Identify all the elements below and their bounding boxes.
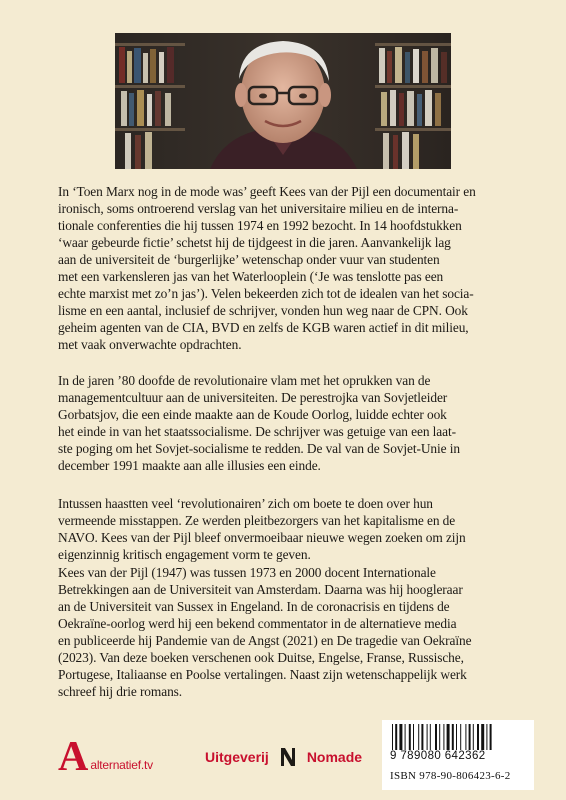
text-line: schreef hij drie romans.: [58, 684, 183, 699]
blurb-paragraph-1: [58, 183, 508, 353]
text-line: met een varkensleren jas van het Waterlooplein (‘Je was tenslotte pas een: [58, 269, 444, 284]
text-line: Oekraïne-oorlog werd hij een bekend commentator in de alternatieve media: [58, 616, 457, 631]
author-photo: [115, 33, 451, 169]
publisher-logo: [205, 746, 362, 768]
isbn-number: ISBN 978-90-806423-6-2: [390, 770, 511, 782]
nomade-n-icon: [279, 746, 297, 768]
text-line: het einde in van het staatssocialisme. De schrijver was getuige van een laat-: [58, 424, 456, 439]
alternatief-a-mark: A: [58, 734, 89, 780]
text-line: aan de universiteit de ‘burgerlijke’ wetenschap onder vuur van studenten: [58, 252, 440, 267]
text-line: echte marxist met zo’n jas’). Velen bekeerden zich tot de idealen van het socia-: [58, 286, 474, 301]
text-line: ironisch, soms ontroerend verslag van het universitaire milieu en de interna-: [58, 201, 459, 216]
text-line: Portugese, Italiaanse en Poolse vertalingen. Naast zijn wetenschappelijk werk: [58, 667, 467, 682]
text-line: managementcultuur aan de universiteiten. De perestrojka van Sovjetleider: [58, 390, 448, 405]
text-line: geheim agenten van de CIA, BVD en zelfs de KGB waren actief in dit milieu,: [58, 320, 469, 335]
text-line: december 1991 maakte aan alle illusies een einde.: [58, 458, 321, 473]
text-line: Gorbatsjov, die een einde maakte aan de Koude Oorlog, luidde echter ook: [58, 407, 447, 422]
text-line: (2023). Van deze boeken verschenen ook Duitse, Engelse, Franse, Russische,: [58, 650, 464, 665]
text-line: eigenzinnig kritisch engagement vorm te geven.: [58, 547, 311, 562]
text-line: In ‘Toen Marx nog in de mode was’ geeft Kees van der Pijl een documentair en: [58, 184, 476, 199]
text-line: In de jaren ’80 doofde de revolutionaire vlam met het oprukken van de: [58, 373, 431, 388]
isbn-barcode-box: [382, 720, 534, 790]
text-line: ‘waar gebeurde fictie’ schetst hij de tijdgeest in die jaren. Aanvankelijk lag: [58, 235, 451, 250]
publisher-name-left: Uitgeverij: [205, 749, 269, 765]
publisher-name-right: Nomade: [306, 749, 363, 765]
text-line: ste poging om het Sovjet-socialisme te redden. De val van de Sovjet-Unie in: [58, 441, 460, 456]
text-line: vermeende misstappen. Ze werden pleitbezorgers van het kapitalisme en de: [58, 513, 456, 528]
text-line: tionale conferenties die hij tussen 1974 en 1992 bezocht. In 14 hoofdstukken: [58, 218, 462, 233]
author-portrait-image: [115, 33, 451, 169]
barcode-icon: [390, 724, 518, 750]
text-line: lisme en een aantal, inclusief de schrijver, vonden hun weg naar de CPN. Ook: [58, 303, 468, 318]
author-bio-paragraph: [58, 564, 508, 700]
alternatief-tv-logo: [58, 734, 153, 780]
alternatief-tv-label: alternatief.tv: [90, 758, 153, 772]
text-line: Betrekkingen aan de Universiteit van Amsterdam. Daarna was hij hoogleraar: [58, 582, 463, 597]
text-line: Kees van der Pijl (1947) was tussen 1973 en 2000 docent Internationale: [58, 565, 436, 580]
text-line: NAVO. Kees van der Pijl bleef onvermoeibaar nieuwe wegen zoeken om zijn: [58, 530, 466, 545]
blurb-paragraph-3: [58, 495, 508, 563]
text-line: Intussen haastten veel ‘revolutionairen’ zich om boete te doen over hun: [58, 496, 433, 511]
text-line: met vaak onverwachte opdrachten.: [58, 337, 242, 352]
text-line: en publiceerde hij Pandemie van de Angst (2021) en De tragedie van Oekraïne: [58, 633, 472, 648]
text-line: an de Universiteit van Sussex in Engeland. In de coronacrisis en tijdens de: [58, 599, 450, 614]
blurb-paragraph-2: [58, 372, 508, 474]
barcode-digits: 9 789080 642362: [390, 750, 486, 762]
back-cover-footer: [0, 720, 566, 800]
